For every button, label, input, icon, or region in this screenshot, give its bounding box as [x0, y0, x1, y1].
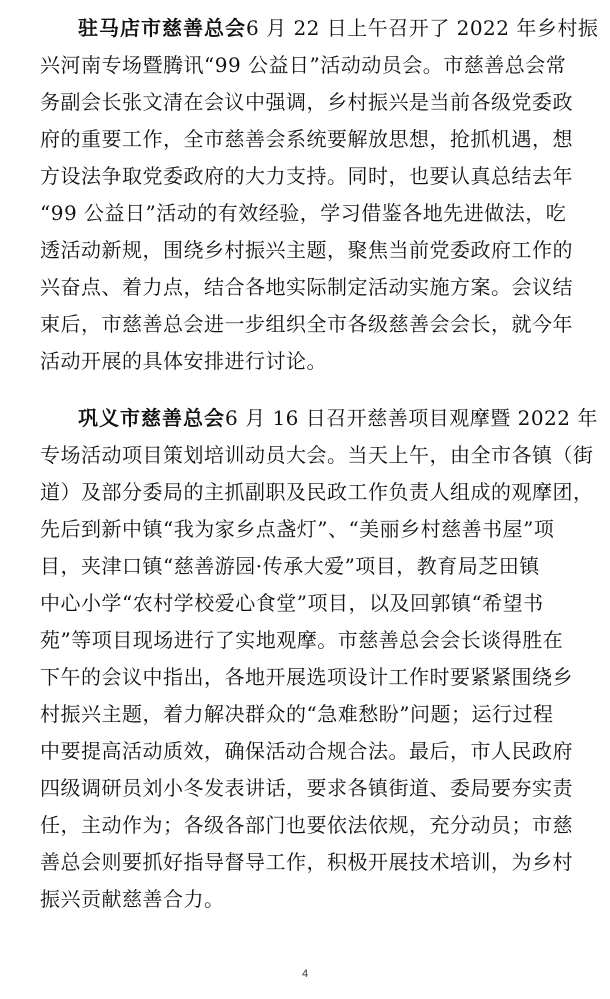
paragraph-line: 目，夹津口镇“慈善游园·传承大爱”项目，教育局芝田镇	[40, 554, 540, 578]
paragraph-line: 振兴贡献慈善合力。	[40, 887, 225, 911]
paragraph-line: 束后，市慈善总会进一步组织全市各级慈善会会长，就今年	[40, 312, 573, 336]
paragraph-line	[40, 400, 598, 437]
paragraph-line: 透活动新规，围绕乡村振兴主题，聚焦当前党委政府工作的	[40, 238, 573, 262]
paragraph-line: 先后到新中镇“我为家乡点盏灯”、“美丽乡村慈善书屋”项	[40, 517, 555, 541]
paragraph-line: 村振兴主题，着力解决群众的“急难愁盼”问题；运行过程	[40, 702, 554, 726]
paragraph-line: 兴奋点、着力点，结合各地实际制定活动实施方案。会议结	[40, 275, 573, 299]
paragraph-line: 四级调研员刘小冬发表讲话，要求各镇街道、委局要夯实责	[40, 776, 573, 800]
paragraph-line: 苑”等项目现场进行了实地观摩。市慈善总会会长谈得胜在	[40, 628, 564, 652]
paragraph-line: 专场活动项目策划培训动员大会。当天上午，由全市各镇（街	[40, 443, 594, 467]
paragraph-line: 任，主动作为；各级各部门也要依法依规，充分动员；市慈	[40, 813, 573, 837]
paragraph-line: 活动开展的具体安排进行讨论。	[40, 349, 327, 373]
paragraph-line: 善总会则要抓好指导督导工作，积极开展技术培训，为乡村	[40, 850, 573, 874]
paragraph-zhumadian	[40, 10, 599, 380]
paragraph-line: 下午的会议中指出，各地开展选项设计工作时要紧紧围绕乡	[40, 665, 573, 689]
paragraph-line: 兴河南专场暨腾讯“99 公益日”活动动员会。市慈善总会常	[40, 53, 567, 77]
paragraph-line: 中心小学“农村学校爱心食堂”项目，以及回郭镇“希望书	[40, 591, 544, 615]
paragraph-lead-org: 巩义市慈善总会	[78, 406, 225, 430]
paragraph-line: 方设法争取党委政府的大力支持。同时，也要认真总结去年	[40, 164, 573, 188]
paragraph-gongyi	[40, 400, 598, 918]
page-number: 4	[301, 968, 309, 980]
paragraph-line: “99 公益日”活动的有效经验，学习借鉴各地先进做法，吃	[40, 201, 567, 225]
paragraph-line-text: 6 月 16 日召开慈善项目观摩暨 2022 年	[225, 406, 598, 430]
paragraph-lead-org: 驻马店市慈善总会	[78, 16, 246, 40]
paragraph-line-text: 6 月 22 日上午召开了 2022 年乡村振	[246, 16, 599, 40]
paragraph-line: 府的重要工作，全市慈善会系统要解放思想，抢抓机遇，想	[40, 127, 573, 151]
paragraph-line	[40, 10, 599, 47]
paragraph-line: 道）及部分委局的主抓副职及民政工作负责人组成的观摩团，	[40, 480, 594, 504]
paragraph-line: 中要提高活动质效，确保活动合规合法。最后，市人民政府	[40, 739, 573, 763]
paragraph-line: 务副会长张文清在会议中强调，乡村振兴是当前各级党委政	[40, 90, 573, 114]
